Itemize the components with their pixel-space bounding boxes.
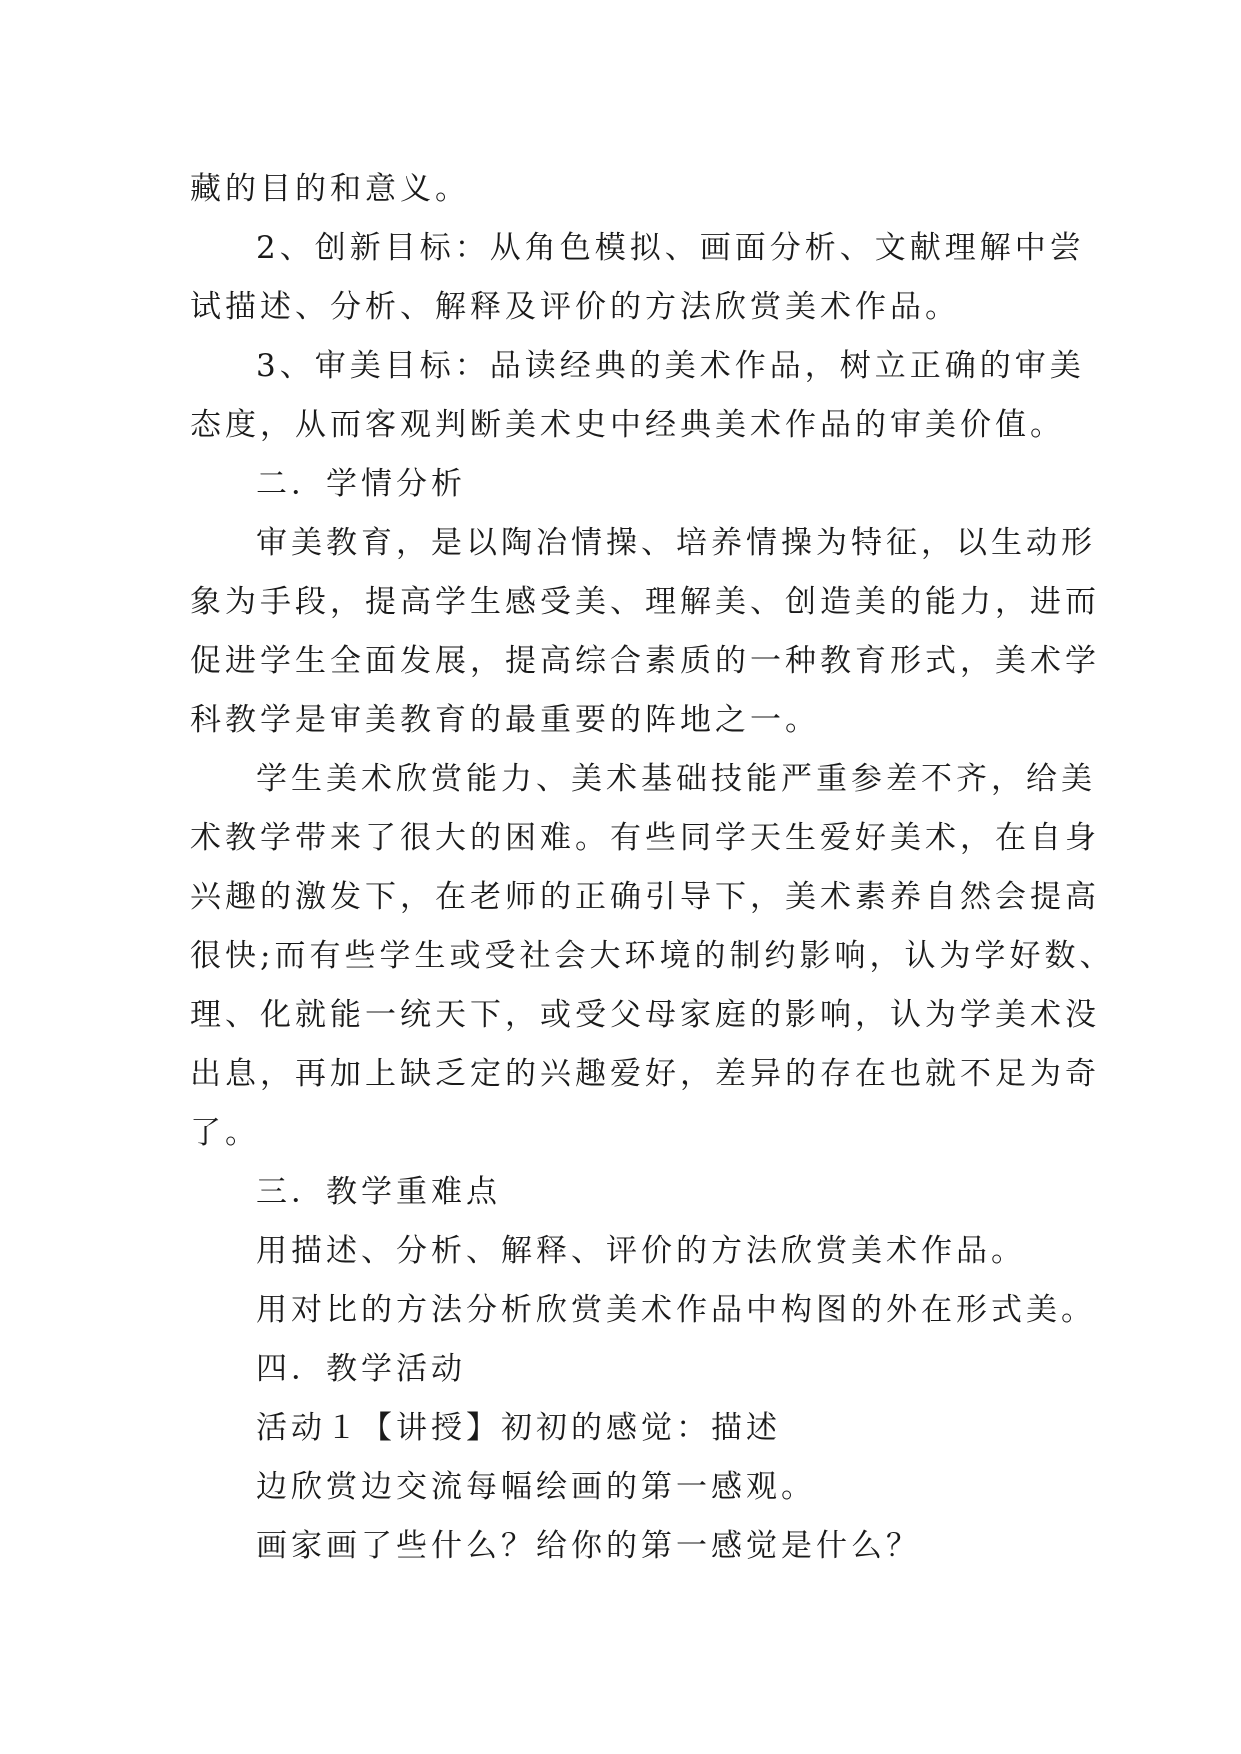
paragraph-line: 科教学是审美教育的最重要的阵地之一。 <box>190 702 820 738</box>
paragraph-line: 学生美术欣赏能力、美术基础技能严重参差不齐，给美 <box>256 761 1096 797</box>
paragraph-line: 兴趣的激发下，在老师的正确引导下，美术素养自然会提高 <box>190 879 1100 915</box>
section-heading: 二．学情分析 <box>256 466 466 502</box>
section-heading: 三．教学重难点 <box>256 1174 501 1210</box>
paragraph-line: 了。 <box>190 1115 260 1151</box>
paragraph-line: 2、创新目标：从角色模拟、画面分析、文献理解中尝 <box>256 230 1085 266</box>
paragraph-line: 边欣赏边交流每幅绘画的第一感观。 <box>256 1469 816 1505</box>
paragraph-line: 3、审美目标：品读经典的美术作品，树立正确的审美 <box>256 348 1085 384</box>
document-body <box>190 160 1115 1576</box>
paragraph-line: 画家画了些什么？给你的第一感觉是什么？ <box>256 1528 921 1564</box>
paragraph-line: 出息，再加上缺乏定的兴趣爱好，差异的存在也就不足为奇 <box>190 1056 1100 1092</box>
paragraph-line: 审美教育，是以陶冶情操、培养情操为特征，以生动形 <box>256 525 1096 561</box>
paragraph-line: 理、化就能一统天下，或受父母家庭的影响，认为学美术没 <box>190 997 1100 1033</box>
paragraph-line: 试描述、分析、解释及评价的方法欣赏美术作品。 <box>190 289 960 325</box>
paragraph-line: 促进学生全面发展，提高综合素质的一种教育形式，美术学 <box>190 643 1100 679</box>
section-heading: 四．教学活动 <box>256 1351 466 1387</box>
activity-heading: 活动１【讲授】初初的感觉：描述 <box>256 1410 781 1446</box>
paragraph-line: 术教学带来了很大的困难。有些同学天生爱好美术，在自身 <box>190 820 1100 856</box>
paragraph-line: 很快;而有些学生或受社会大环境的制约影响，认为学好数、 <box>190 938 1115 974</box>
paragraph-line: 象为手段，提高学生感受美、理解美、创造美的能力，进而 <box>190 584 1100 620</box>
paragraph-line: 用对比的方法分析欣赏美术作品中构图的外在形式美。 <box>256 1292 1096 1328</box>
paragraph-line: 藏的目的和意义。 <box>190 171 470 207</box>
paragraph-line: 态度，从而客观判断美术史中经典美术作品的审美价值。 <box>190 407 1065 443</box>
paragraph-line: 用描述、分析、解释、评价的方法欣赏美术作品。 <box>256 1233 1026 1269</box>
